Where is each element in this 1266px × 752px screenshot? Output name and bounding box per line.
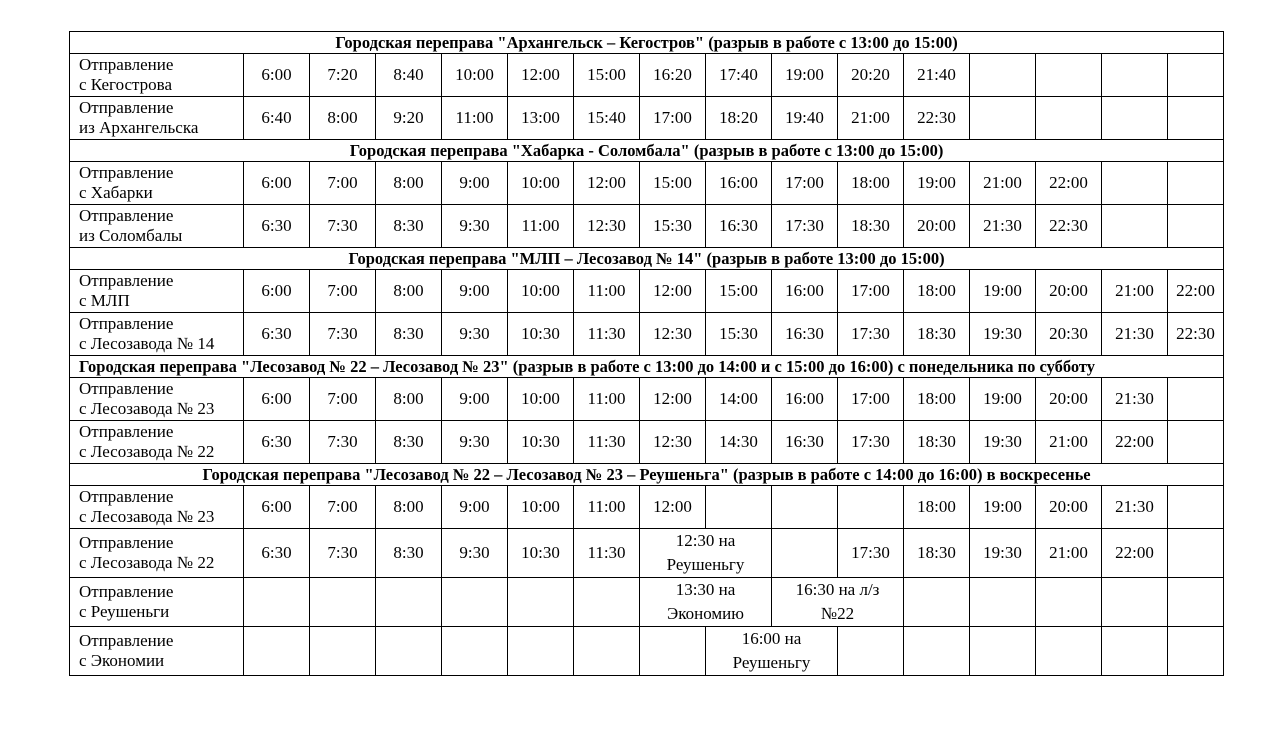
time-cell: 10:00: [508, 486, 574, 529]
time-cell: [1168, 378, 1224, 421]
time-cell: 17:00: [838, 378, 904, 421]
time-cell: 8:00: [376, 486, 442, 529]
table-row: [70, 162, 1224, 205]
time-cell: 19:00: [970, 270, 1036, 313]
time-cell: 19:30: [970, 313, 1036, 356]
time-cell: [376, 578, 442, 627]
time-cell: 15:30: [706, 313, 772, 356]
time-cell: 7:00: [310, 162, 376, 205]
time-cell: 6:30: [244, 421, 310, 464]
table-row: [70, 578, 1224, 627]
row-label: Отправление с Лесозавода № 22: [70, 421, 244, 464]
time-cell: 6:00: [244, 270, 310, 313]
time-cell: [442, 627, 508, 676]
time-cell: 21:00: [1102, 270, 1168, 313]
time-cell: [508, 627, 574, 676]
time-cell: 7:30: [310, 313, 376, 356]
time-cell: 9:00: [442, 378, 508, 421]
time-cell: 22:00: [1036, 162, 1102, 205]
time-cell: 7:30: [310, 205, 376, 248]
section-title: Городская переправа "Лесозавод № 22 – Лесозавод № 23 – Реушеньга" (разрыв в работе с 14:00 до 16:00) в воскресенье: [70, 464, 1224, 486]
time-cell: [640, 627, 706, 676]
time-cell: 6:30: [244, 205, 310, 248]
time-cell: 11:00: [508, 205, 574, 248]
time-cell: [970, 54, 1036, 97]
time-cell: 21:30: [1102, 313, 1168, 356]
row-label: Отправление с Лесозавода № 23: [70, 378, 244, 421]
table-row: [70, 627, 1224, 676]
time-cell: [1036, 97, 1102, 140]
time-cell: [376, 627, 442, 676]
time-cell: 10:00: [508, 378, 574, 421]
time-cell: 6:00: [244, 378, 310, 421]
time-cell: 21:30: [1102, 378, 1168, 421]
row-label: Отправление с Экономии: [70, 627, 244, 676]
row-label: Отправление с Реушеньги: [70, 578, 244, 627]
time-cell: 17:00: [772, 162, 838, 205]
time-cell: [1168, 421, 1224, 464]
time-cell: 9:20: [376, 97, 442, 140]
time-cell: 19:00: [904, 162, 970, 205]
time-cell: 11:30: [574, 313, 640, 356]
time-cell: 22:30: [1036, 205, 1102, 248]
time-cell: 22:30: [904, 97, 970, 140]
time-cell: 18:30: [904, 421, 970, 464]
time-cell: 8:30: [376, 529, 442, 578]
time-cell: 18:30: [904, 529, 970, 578]
time-cell: 7:00: [310, 486, 376, 529]
table-row: [70, 378, 1224, 421]
time-cell: 16:00: [772, 270, 838, 313]
time-cell: 22:00: [1168, 270, 1224, 313]
row-label: Отправление с Кегострова: [70, 54, 244, 97]
time-cell: 8:40: [376, 54, 442, 97]
row-label: Отправление с Лесозавода № 23: [70, 486, 244, 529]
time-cell: 7:30: [310, 421, 376, 464]
time-cell: 21:00: [1036, 421, 1102, 464]
time-cell: 15:00: [640, 162, 706, 205]
time-cell: [838, 627, 904, 676]
section-title: Городская переправа "Хабарка - Соломбала" (разрыв в работе с 13:00 до 15:00): [70, 140, 1224, 162]
time-cell: 8:00: [310, 97, 376, 140]
table-row: [70, 97, 1224, 140]
section-header-row: [70, 140, 1224, 162]
time-cell: [1168, 54, 1224, 97]
time-cell: 7:20: [310, 54, 376, 97]
time-cell: 20:30: [1036, 313, 1102, 356]
time-cell: 18:00: [904, 378, 970, 421]
time-cell: 9:00: [442, 486, 508, 529]
time-cell: 18:30: [904, 313, 970, 356]
time-cell: 16:00: [706, 162, 772, 205]
table-row: [70, 486, 1224, 529]
row-label: Отправление с Хабарки: [70, 162, 244, 205]
time-cell: 11:00: [574, 486, 640, 529]
time-cell: 16:30: [772, 421, 838, 464]
time-cell: [1168, 486, 1224, 529]
time-cell: 15:00: [574, 54, 640, 97]
time-cell: 17:30: [838, 313, 904, 356]
time-cell: 6:00: [244, 54, 310, 97]
time-cell: [310, 627, 376, 676]
time-cell: 11:30: [574, 421, 640, 464]
time-cell: 6:40: [244, 97, 310, 140]
time-cell: 11:00: [442, 97, 508, 140]
time-cell: 18:00: [904, 486, 970, 529]
time-cell: 16:30: [772, 313, 838, 356]
time-cell: 19:40: [772, 97, 838, 140]
time-cell: [970, 627, 1036, 676]
time-cell: 12:00: [574, 162, 640, 205]
time-cell: 9:30: [442, 313, 508, 356]
time-cell: 13:00: [508, 97, 574, 140]
row-label: Отправление из Архангельска: [70, 97, 244, 140]
time-cell: 10:30: [508, 313, 574, 356]
time-cell: 19:30: [970, 529, 1036, 578]
time-cell: 19:00: [970, 486, 1036, 529]
time-cell: 6:00: [244, 486, 310, 529]
time-cell: [508, 578, 574, 627]
table-row: [70, 205, 1224, 248]
time-cell: 21:40: [904, 54, 970, 97]
time-cell: 12:00: [640, 378, 706, 421]
time-cell: [1168, 578, 1224, 627]
time-cell: 20:00: [1036, 486, 1102, 529]
time-cell: [904, 578, 970, 627]
time-cell: 8:30: [376, 421, 442, 464]
time-cell: 12:00: [640, 486, 706, 529]
time-cell: 6:30: [244, 313, 310, 356]
time-cell: 21:30: [1102, 486, 1168, 529]
time-cell: 20:00: [1036, 378, 1102, 421]
time-cell: 7:30: [310, 529, 376, 578]
time-cell: 11:00: [574, 270, 640, 313]
time-cell: [1168, 97, 1224, 140]
section-header-row: [70, 32, 1224, 54]
time-cell: 21:00: [1036, 529, 1102, 578]
time-cell: 8:30: [376, 313, 442, 356]
section-title: Городская переправа "Лесозавод № 22 – Лесозавод № 23" (разрыв в работе с 13:00 до 14:00 и с 15:00 до 16:00) с понедельника по субботу: [70, 356, 1224, 378]
time-cell: [772, 529, 838, 578]
row-label: Отправление с Лесозавода № 14: [70, 313, 244, 356]
time-cell: 12:30: [640, 421, 706, 464]
section-title: Городская переправа "МЛП – Лесозавод № 14" (разрыв в работе 13:00 до 15:00): [70, 248, 1224, 270]
time-cell: [574, 578, 640, 627]
time-cell: 20:20: [838, 54, 904, 97]
time-cell: 16:00: [772, 378, 838, 421]
time-cell: 19:00: [772, 54, 838, 97]
time-cell: 19:00: [970, 378, 1036, 421]
time-cell: 7:00: [310, 270, 376, 313]
table-row: [70, 54, 1224, 97]
time-cell: [970, 578, 1036, 627]
time-cell: 9:00: [442, 270, 508, 313]
section-header-row: [70, 464, 1224, 486]
table-row: [70, 313, 1224, 356]
time-cell: 14:30: [706, 421, 772, 464]
time-cell: 17:00: [838, 270, 904, 313]
time-cell: [1102, 627, 1168, 676]
time-cell: 8:00: [376, 378, 442, 421]
time-cell: [1168, 205, 1224, 248]
time-cell: 16:20: [640, 54, 706, 97]
time-cell: 20:00: [1036, 270, 1102, 313]
time-cell: [970, 97, 1036, 140]
time-cell: [1102, 97, 1168, 140]
time-cell: 9:30: [442, 205, 508, 248]
time-cell: [1036, 578, 1102, 627]
time-cell: 10:00: [508, 270, 574, 313]
time-cell: 9:30: [442, 421, 508, 464]
time-cell: [1168, 162, 1224, 205]
time-cell: 8:30: [376, 205, 442, 248]
time-cell: 18:20: [706, 97, 772, 140]
section-header-row: [70, 356, 1224, 378]
time-cell: [1102, 578, 1168, 627]
section-header-row: [70, 248, 1224, 270]
time-cell: 6:30: [244, 529, 310, 578]
time-cell: 15:30: [640, 205, 706, 248]
table-row: [70, 270, 1224, 313]
time-cell: 20:00: [904, 205, 970, 248]
row-label: Отправление с Лесозавода № 22: [70, 529, 244, 578]
time-cell: [1102, 54, 1168, 97]
time-cell: [244, 627, 310, 676]
time-cell: 12:00: [640, 270, 706, 313]
section-title: Городская переправа "Архангельск – Кегостров" (разрыв в работе с 13:00 до 15:00): [70, 32, 1224, 54]
time-cell: [904, 627, 970, 676]
time-cell: 17:30: [838, 529, 904, 578]
time-cell: 12:30: [574, 205, 640, 248]
ferry-schedule-table: [69, 31, 1224, 676]
time-cell: [1168, 627, 1224, 676]
time-cell: [244, 578, 310, 627]
time-cell: 17:00: [640, 97, 706, 140]
time-cell: [838, 486, 904, 529]
time-cell: 21:00: [838, 97, 904, 140]
time-cell: [310, 578, 376, 627]
time-cell: 7:00: [310, 378, 376, 421]
time-cell: 9:30: [442, 529, 508, 578]
time-cell: 16:30: [706, 205, 772, 248]
time-cell: [706, 486, 772, 529]
time-cell: 14:00: [706, 378, 772, 421]
time-cell: [1036, 627, 1102, 676]
time-cell: 12:00: [508, 54, 574, 97]
time-cell: 17:30: [772, 205, 838, 248]
time-cell: 15:40: [574, 97, 640, 140]
time-cell: 12:30: [640, 313, 706, 356]
row-label: Отправление с МЛП: [70, 270, 244, 313]
time-cell: 8:00: [376, 270, 442, 313]
time-cell: [1168, 529, 1224, 578]
time-cell: 6:00: [244, 162, 310, 205]
time-cell: [772, 486, 838, 529]
time-cell: 11:30: [574, 529, 640, 578]
time-cell: 19:30: [970, 421, 1036, 464]
table-row: [70, 529, 1224, 578]
time-cell: 13:30 на Экономию: [640, 578, 772, 627]
time-cell: 17:40: [706, 54, 772, 97]
time-cell: 10:00: [442, 54, 508, 97]
time-cell: [1102, 162, 1168, 205]
time-cell: 12:30 на Реушеньгу: [640, 529, 772, 578]
time-cell: 10:30: [508, 529, 574, 578]
time-cell: [1102, 205, 1168, 248]
time-cell: 9:00: [442, 162, 508, 205]
time-cell: 16:00 на Реушеньгу: [706, 627, 838, 676]
time-cell: 11:00: [574, 378, 640, 421]
time-cell: 21:00: [970, 162, 1036, 205]
time-cell: 18:00: [904, 270, 970, 313]
table-row: [70, 421, 1224, 464]
time-cell: [1036, 54, 1102, 97]
time-cell: 10:30: [508, 421, 574, 464]
time-cell: 15:00: [706, 270, 772, 313]
time-cell: [442, 578, 508, 627]
time-cell: 10:00: [508, 162, 574, 205]
row-label: Отправление из Соломбалы: [70, 205, 244, 248]
time-cell: 22:00: [1102, 421, 1168, 464]
time-cell: 22:00: [1102, 529, 1168, 578]
time-cell: 22:30: [1168, 313, 1224, 356]
time-cell: 16:30 на л/з №22: [772, 578, 904, 627]
time-cell: 17:30: [838, 421, 904, 464]
time-cell: 8:00: [376, 162, 442, 205]
time-cell: 18:00: [838, 162, 904, 205]
time-cell: 18:30: [838, 205, 904, 248]
time-cell: [574, 627, 640, 676]
time-cell: 21:30: [970, 205, 1036, 248]
